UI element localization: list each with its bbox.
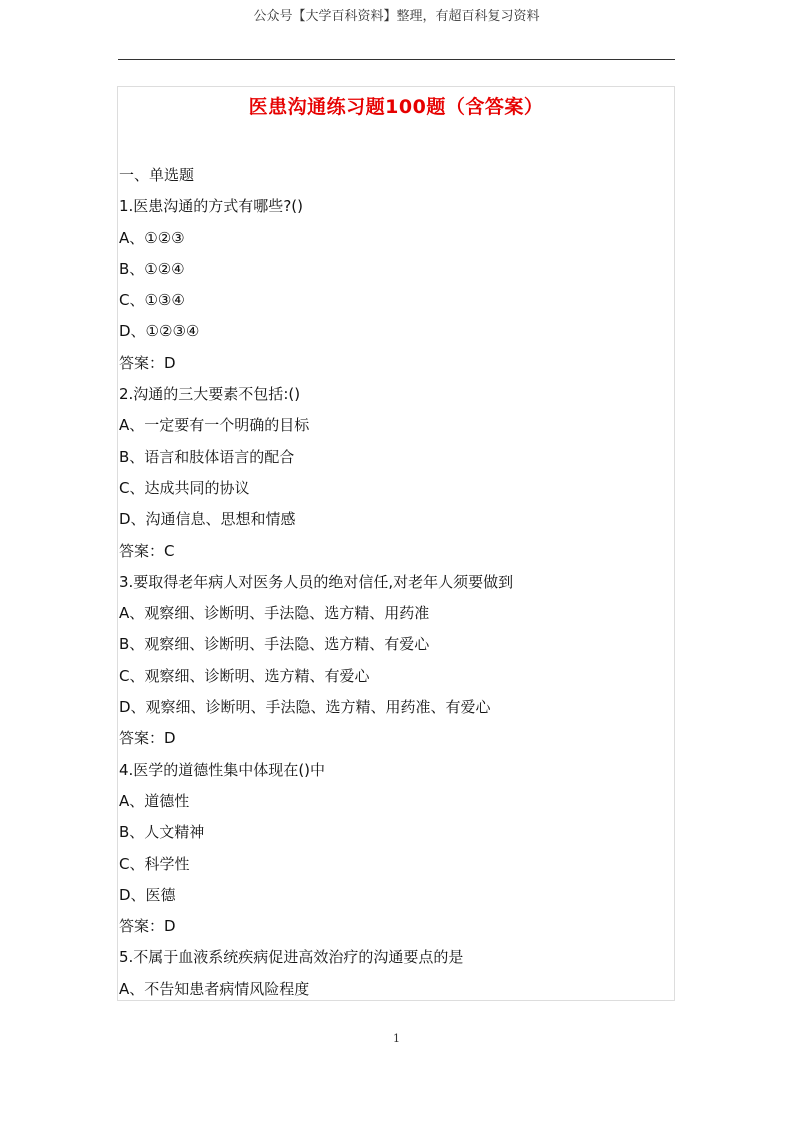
question-2: 2.沟通的三大要素不包括:() [119,385,301,404]
page-number: 1 [393,1032,400,1045]
option-a: A、观察细、诊断明、手法隐、选方精、用药准 [119,604,430,623]
question-list [119,164,671,1009]
answer-3: 答案：D [119,729,176,748]
option-d: D、观察细、诊断明、手法隐、选方精、用药准、有爱心 [119,698,491,717]
option-c: C、观察细、诊断明、选方精、有爱心 [119,666,370,685]
option-c: C、科学性 [119,854,190,873]
option-a: A、①②③ [119,228,185,247]
option-c: C、达成共同的协议 [119,478,250,497]
answer-2: 答案：C [119,541,175,560]
header-divider [118,59,675,60]
option-a: A、一定要有一个明确的目标 [119,416,310,435]
section-heading: 一、单选题 [119,166,195,184]
option-b: B、①②④ [119,259,185,278]
option-b: B、语言和肢体语言的配合 [119,447,295,466]
option-a: A、不告知患者病情风险程度 [119,979,310,998]
question-3: 3.要取得老年病人对医务人员的绝对信任,对老年人须要做到 [119,572,514,591]
question-1: 1.医患沟通的方式有哪些?() [119,197,303,216]
answer-4: 答案：D [119,917,176,936]
option-b: B、观察细、诊断明、手法隐、选方精、有爱心 [119,635,430,654]
document-title: 医患沟通练习题100题（含答案） [248,96,544,118]
option-d: D、沟通信息、思想和情感 [119,510,296,529]
question-4: 4.医学的道德性集中体现在()中 [119,760,326,779]
option-c: C、①③④ [119,291,185,310]
option-d: D、医德 [119,885,176,904]
question-5: 5.不属于血液系统疾病促进高效治疗的沟通要点的是 [119,948,464,967]
option-b: B、人文精神 [119,823,205,842]
answer-1: 答案：D [119,353,176,372]
page-header: 公众号【大学百科资料】整理，有超百科复习资料 [253,9,540,24]
option-a: A、道德性 [119,791,190,810]
option-d: D、①②③④ [119,322,200,341]
